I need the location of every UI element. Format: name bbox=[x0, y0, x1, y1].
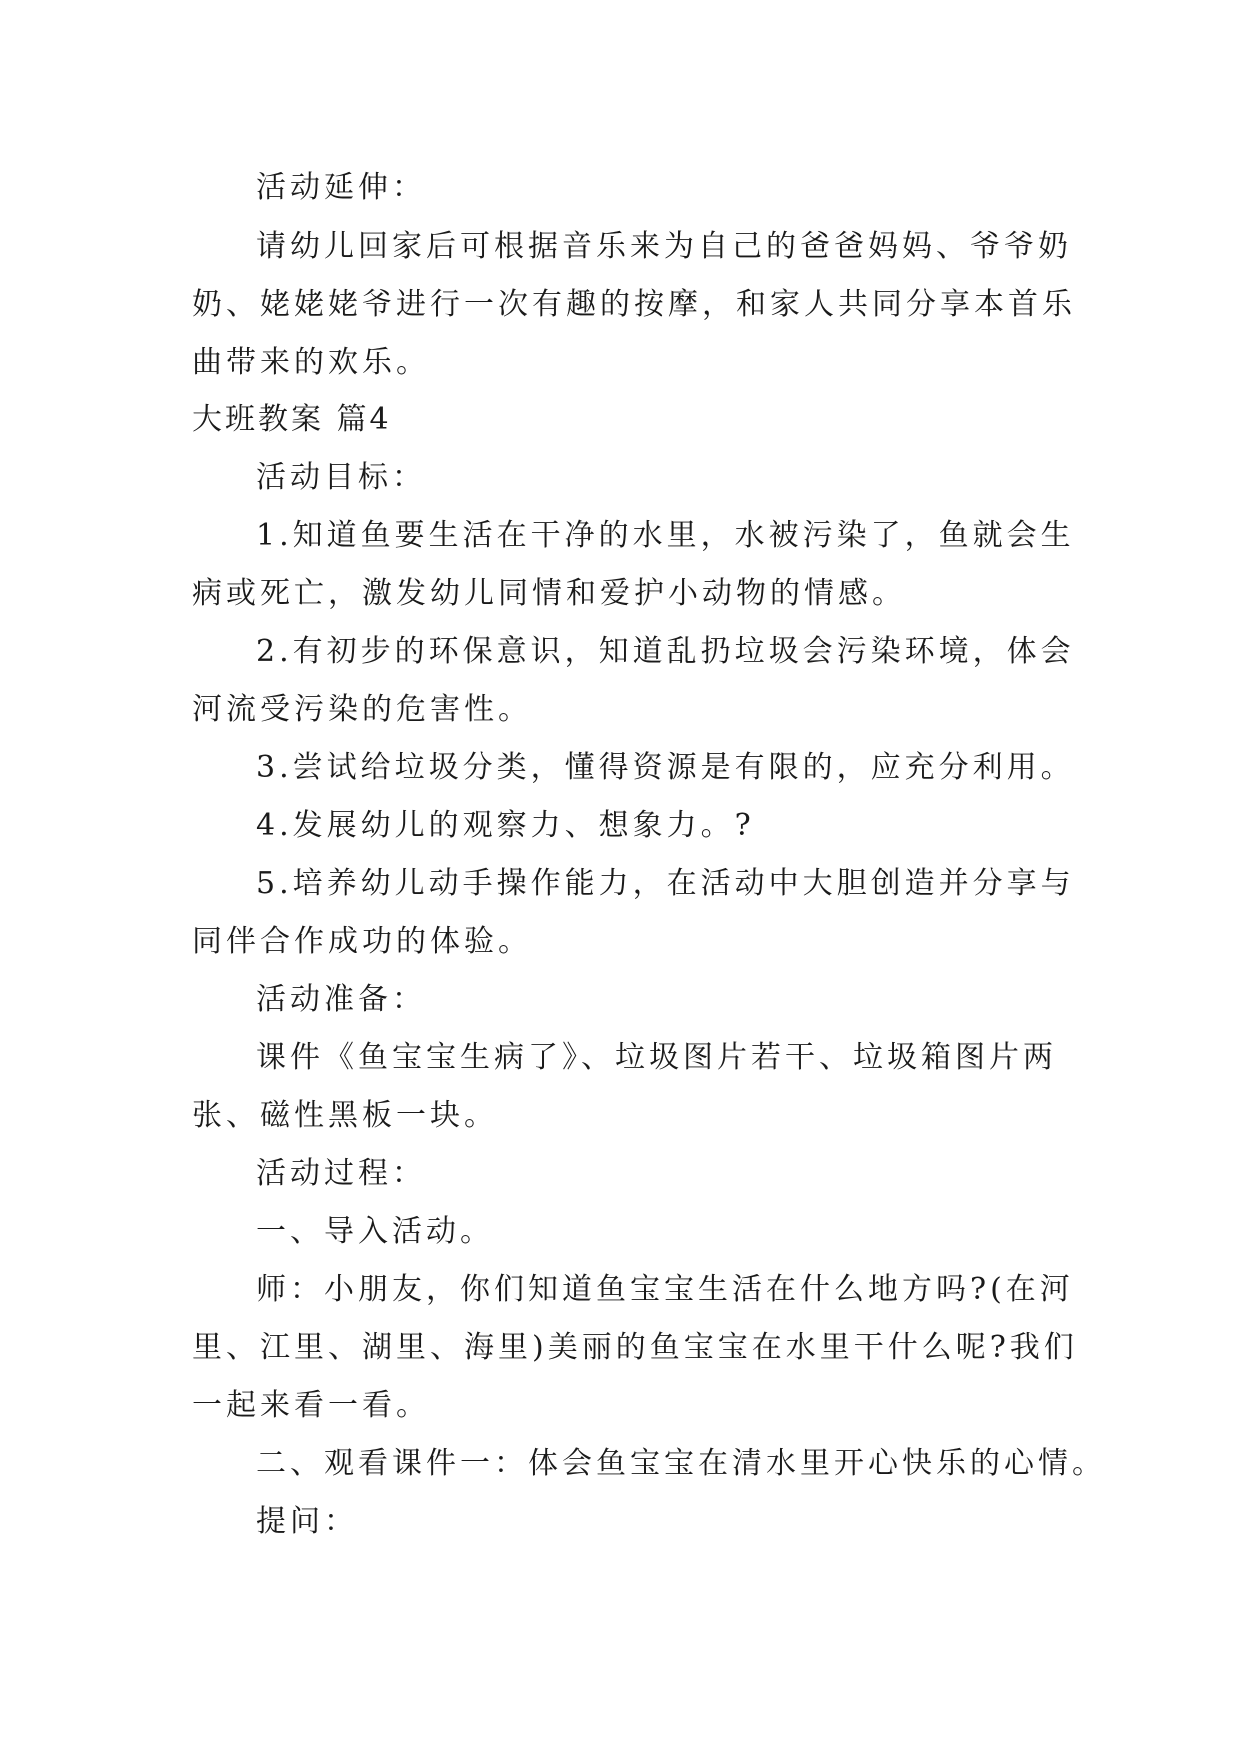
paragraph-line: 一起来看一看。 bbox=[192, 1388, 430, 1423]
step-heading-2: 二、观看课件一：体会鱼宝宝在清水里开心快乐的心情。 bbox=[256, 1446, 1106, 1481]
goal-item-1: 1.知道鱼要生活在干净的水里，水被污染了，鱼就会生 bbox=[256, 518, 1075, 553]
goal-item-5: 5.培养幼儿动手操作能力，在活动中大胆创造并分享与 bbox=[256, 866, 1075, 901]
section-heading-activity-preparation: 活动准备： bbox=[256, 982, 426, 1017]
paragraph-line: 河流受污染的危害性。 bbox=[192, 692, 532, 727]
section-heading-activity-process: 活动过程： bbox=[256, 1156, 426, 1191]
paragraph-line: 同伴合作成功的体验。 bbox=[192, 924, 532, 959]
paragraph-line: 师：小朋友，你们知道鱼宝宝生活在什么地方吗?(在河 bbox=[256, 1272, 1074, 1307]
paragraph-line: 提问： bbox=[256, 1504, 358, 1539]
section-heading-activity-goals: 活动目标： bbox=[256, 460, 426, 495]
paragraph-line: 病或死亡，激发幼儿同情和爱护小动物的情感。 bbox=[192, 576, 906, 611]
section-heading-activity-extension: 活动延伸： bbox=[256, 170, 426, 205]
step-heading-1: 一、导入活动。 bbox=[256, 1214, 494, 1249]
paragraph-line: 曲带来的欢乐。 bbox=[192, 345, 430, 380]
goal-item-2: 2.有初步的环保意识，知道乱扔垃圾会污染环境，体会 bbox=[256, 634, 1075, 669]
paragraph-line: 奶、姥姥姥爷进行一次有趣的按摩，和家人共同分享本首乐 bbox=[192, 287, 1076, 322]
paragraph-line: 张、磁性黑板一块。 bbox=[192, 1098, 498, 1133]
paragraph-line: 课件《鱼宝宝生病了》、垃圾图片若干、垃圾箱图片两 bbox=[256, 1040, 1057, 1075]
lesson-title: 大班教案 篇4 bbox=[192, 402, 392, 437]
paragraph-line: 请幼儿回家后可根据音乐来为自己的爸爸妈妈、爷爷奶 bbox=[256, 229, 1072, 264]
goal-item-4: 4.发展幼儿的观察力、想象力。? bbox=[256, 808, 755, 843]
paragraph-line: 里、江里、湖里、海里)美丽的鱼宝宝在水里干什么呢?我们 bbox=[192, 1330, 1078, 1365]
goal-item-3: 3.尝试给垃圾分类，懂得资源是有限的，应充分利用。 bbox=[256, 750, 1075, 785]
